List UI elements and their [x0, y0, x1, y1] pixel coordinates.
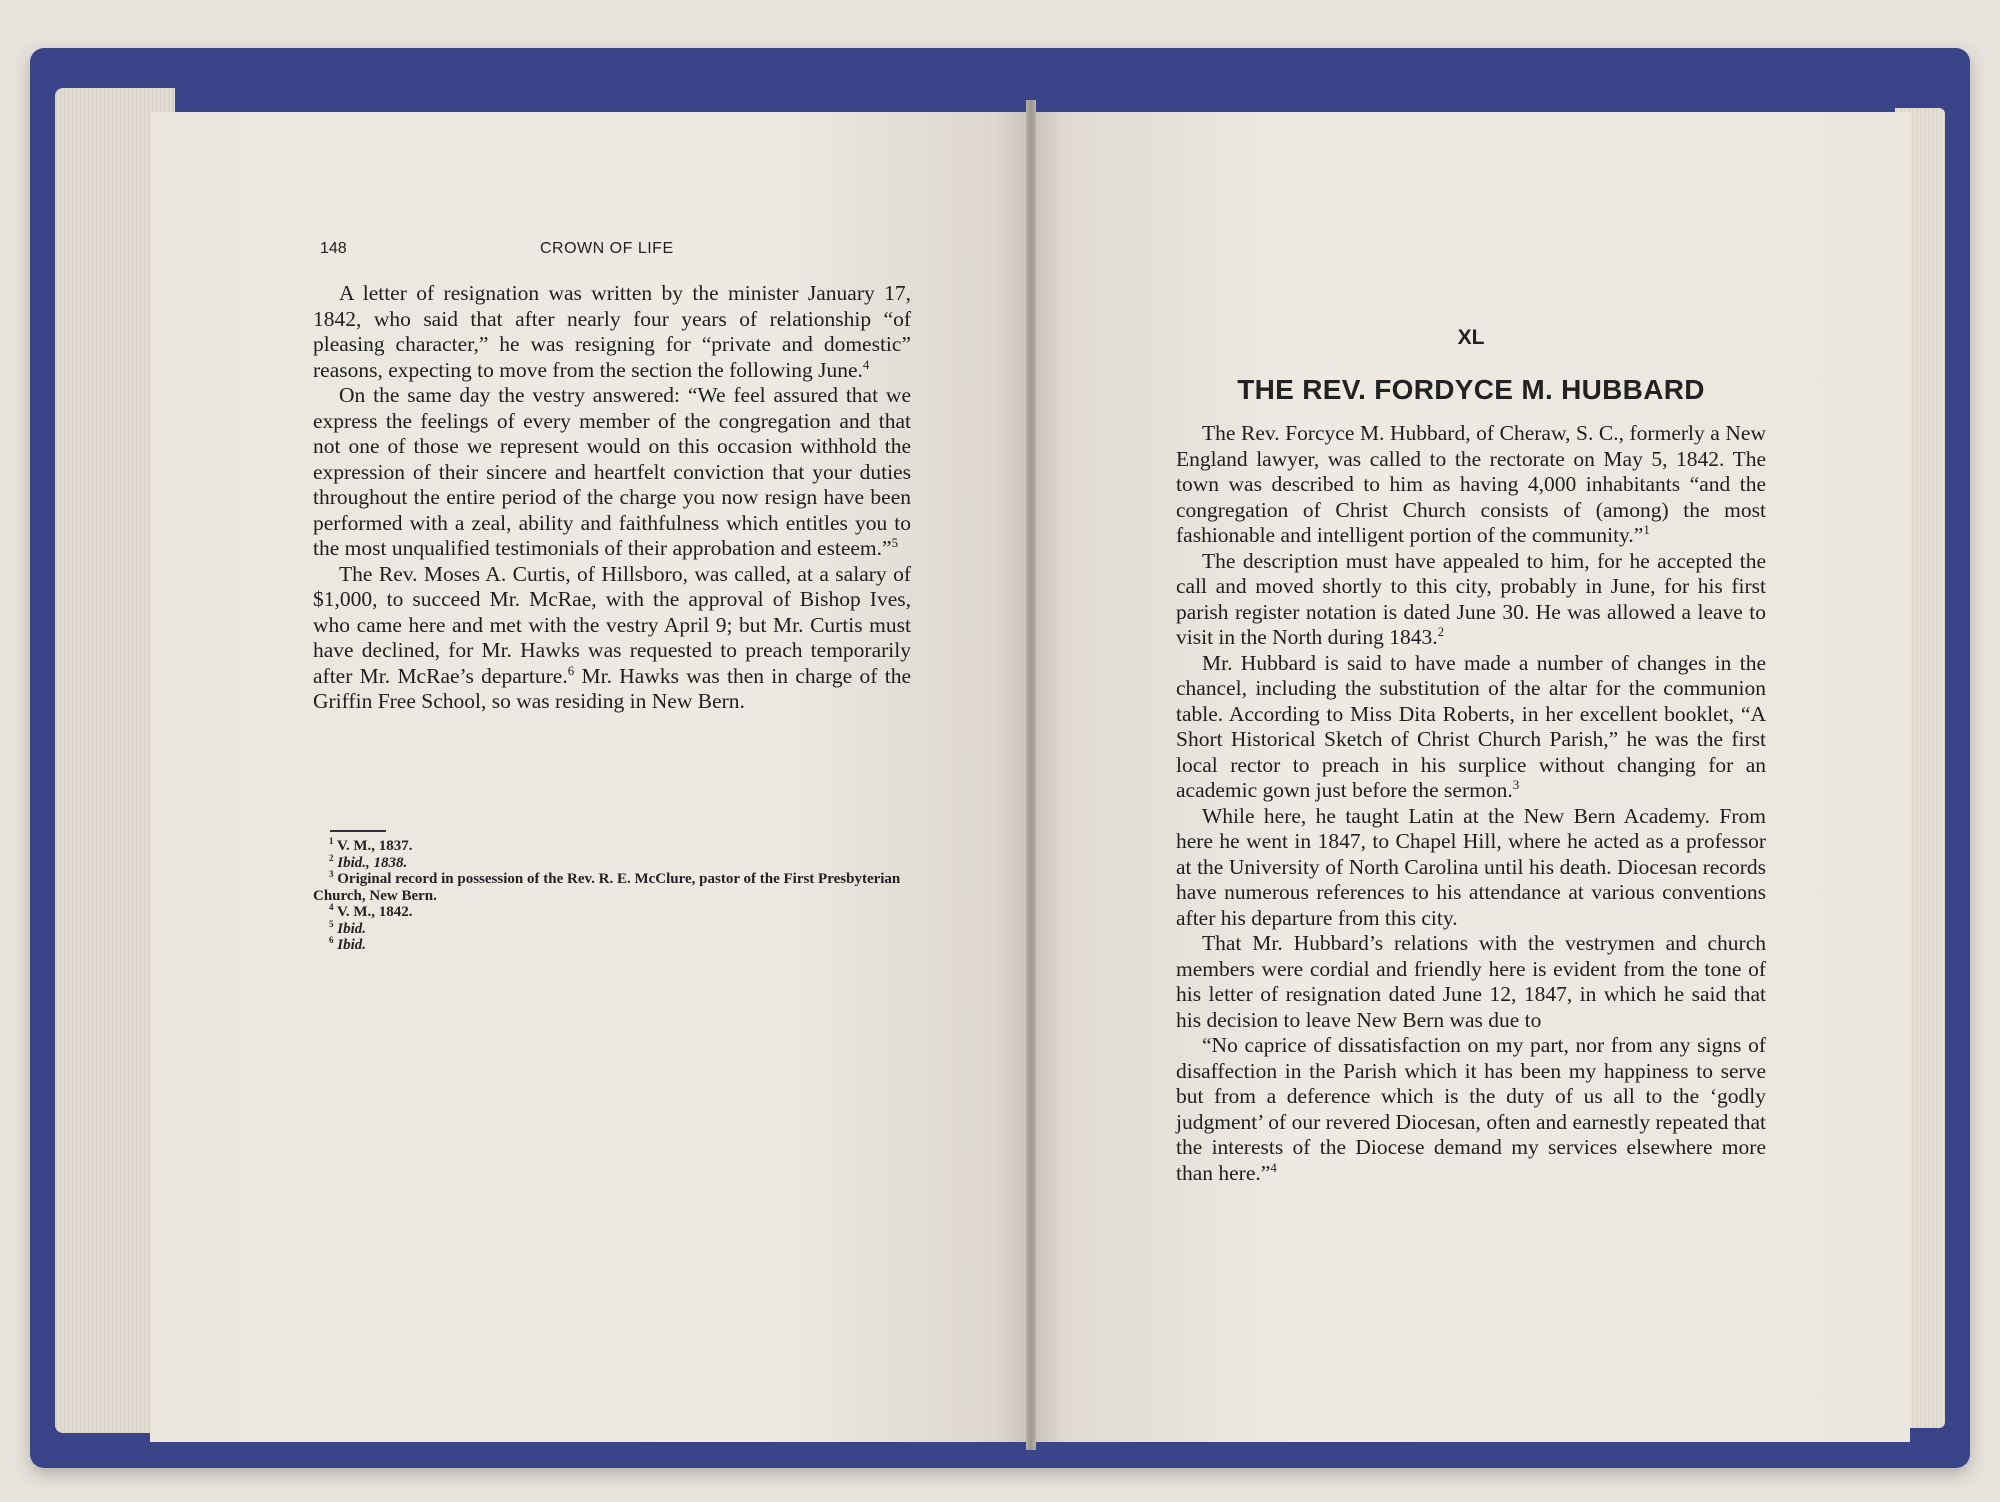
footnote: $^6$ Ibid.	[329, 935, 367, 953]
footnote-ref: 4	[1270, 1160, 1277, 1175]
footnote: $^3$ Original record in possession of the Rev. R. E. McClure, pastor of the First Presbyterian Church, New Bern.	[313, 869, 901, 904]
left-page-body	[313, 281, 911, 715]
footnote: $^5$ Ibid.	[329, 918, 367, 937]
footnote-ref: 1	[1643, 522, 1650, 537]
footnote-ref: 6	[567, 663, 575, 678]
footnote-ref: 2	[1437, 624, 1445, 639]
running-title: CROWN OF LIFE	[540, 240, 674, 257]
paragraph: While here, he taught Latin at the New Bern Academy. From here he went in 1847, to Chapel Hill, where he acted as a professor at the University of North Carolina until his death. Diocesan records have numerous references to his attendance at various conventions after his departure from this city.	[1176, 803, 1766, 930]
footnotes	[313, 838, 911, 954]
footnote-ref: 4	[862, 357, 870, 372]
footnote: $^2$ Ibid., 1838.	[329, 852, 408, 871]
footnote: $^4$ V. M., 1842.	[329, 902, 413, 920]
footnote: $^1$ V. M., 1837.	[329, 836, 413, 854]
footnote-ref: 5	[891, 535, 899, 550]
footnote-rule	[330, 830, 386, 832]
paragraph: On the same day the vestry answered: “We feel assured that we express the feelings of every member of the congregation and that not one of those we represent would on this occasion withhold the expression of their sincere and heartfelt conviction that your duties throughout the entire period of the charge you now resign have been performed with a zeal, ability and faithfulness which entitles you to the most unqualified testimonials of their approbation and esteem.”$^5$	[313, 383, 911, 560]
paragraph: The Rev. Moses A. Curtis, of Hillsboro, was called, at a salary of $1,000, to succeed Mr. McRae, with the approval of Bishop Ives, who came here and met with the vestry April 9; but Mr. Curtis must have declined, for Mr. Hawks was requested to preach temporarily after Mr. McRae’s departure.$^6$ Mr. Hawks was then in charge of the Griffin Free School, so was residing in New Bern.	[313, 561, 912, 713]
paragraph: A letter of resignation was written by the minister January 17, 1842, who said that after nearly four years of relationship “of pleasing character,” he was resigning for “private and domestic” reasons, expecting to move from the section the following June.$^4$	[313, 281, 911, 382]
paragraph: The Rev. Forcyce M. Hubbard, of Cheraw, S. C., formerly a New England lawyer, was called to the rectorate on May 5, 1842. The town was described to him as having 4,000 inhabitants “and the congregation of Christ Church consists of (among) the most fashionable and intelligent portion of the community.”$^1$	[1176, 421, 1766, 547]
book-gutter	[1026, 100, 1036, 1450]
quotation: “No caprice of dissatisfaction on my part, nor from any signs of disaffection in the Parish which it has been my happiness to serve but from a deference which is the duty of us all to the ‘godly judgment’ of our revered Diocesan, often and earnestly repeated that the interests of the Diocese demand my services elsewhere more than here.”$^4$	[1176, 1033, 1766, 1185]
footnote-ref: 3	[1512, 777, 1520, 792]
chapter-number: XL	[1457, 326, 1485, 349]
paragraph: That Mr. Hubbard’s relations with the vestrymen and church members were cordial and friendly here is evident from the tone of his letter of resignation dated June 12, 1847, in which he said that his decision to leave New Bern was due to	[1176, 931, 1766, 1032]
page-number: 148	[320, 240, 347, 257]
paragraph: The description must have appealed to him, for he accepted the call and moved shortly to this city, probably in June, for his first parish register notation is dated June 30. He was allowed a leave to visit in the North during 1843.$^2$	[1176, 548, 1766, 649]
paragraph: Mr. Hubbard is said to have made a number of changes in the chancel, including the substitution of the altar for the communion table. According to Miss Dita Roberts, in her excellent booklet, “A Short Historical Sketch of Christ Church Parish,” he was the first local rector to preach in his surplice without changing for an academic gown just before the sermon.$^3$	[1176, 650, 1766, 802]
chapter-title: THE REV. FORDYCE M. HUBBARD	[1237, 374, 1705, 405]
right-page-body	[1176, 421, 1766, 1186]
